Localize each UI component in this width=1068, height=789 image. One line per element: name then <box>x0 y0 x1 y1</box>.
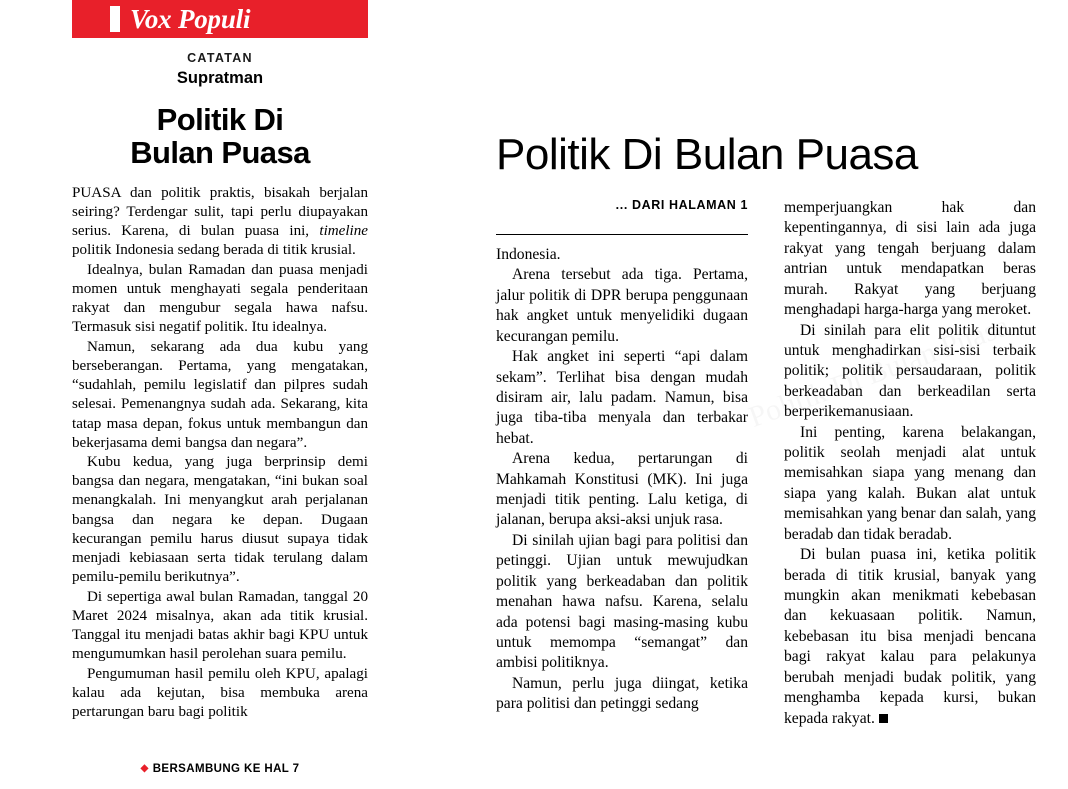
front-headline <box>72 104 368 170</box>
paragraph: memperjuangkan hak dan kepentingannya, di sisi lain ada juga rakyat yang tengah berjuang dalam antrian untuk mendapatkan beras murah. Rakyat yang berjuang menghadapi harga-harga yang meroket. <box>784 199 1036 319</box>
front-article-body <box>72 184 368 723</box>
front-headline-line2: Bulan Puasa <box>130 134 310 170</box>
jump-column-right <box>784 198 1036 729</box>
paragraph: Idealnya, bulan Ramadan dan puasa menjadi momen untuk menghayati segala penderitaan rakyat dan mengubur segala hawa nafsu. Termasuk sisi negatif politik. Itu idealnya. <box>72 261 368 336</box>
masthead-banner <box>72 0 368 38</box>
jump-body-right <box>784 198 1036 729</box>
jump-headline: Politik Di Bulan Puasa <box>496 130 918 179</box>
jump-page <box>496 0 1036 789</box>
end-mark-icon <box>879 714 888 723</box>
paragraph: Arena tersebut ada tiga. Pertama, jalur politik di DPR berupa penggunaan hak angket untuk menyelidiki dugaan kecurangan pemilu. <box>496 266 748 345</box>
diamond-icon: ◆ <box>140 763 149 774</box>
paragraph: PUASA dan politik praktis, bisakah berjalan seiring? Terdengar sulit, tapi perlu diupayakan serius. Karena, di bulan puasa ini, timeline politik Indonesia sedang berada di titik krusial. <box>72 184 368 259</box>
paragraph-final <box>784 545 1036 729</box>
jump-columns <box>496 198 1036 729</box>
paragraph: Pengumuman hasil pemilu oleh KPU, apalagi kalau ada kejutan, bisa membuka arena pertarungan baru bagi politik <box>72 665 368 721</box>
column-rule <box>496 234 748 235</box>
paragraph: Namun, sekarang ada dua kubu yang berseberangan. Pertama, yang mengatakan, “sudahlah, pemilu legislatif dan pilpres sudah selesai. Pemenangnya sudah ada. Sekarang, kita tatap masa depan, fokus untuk membangun dan bekerjasama demi bangsa dan negara”. <box>72 338 368 451</box>
paragraph: Di sepertiga awal bulan Ramadan, tanggal 20 Maret 2024 misalnya, akan ada titik krusial. Tanggal itu menjadi batas akhir bagi KPU untuk mengumumkan hasil perolehan suara pemilu. <box>72 588 368 663</box>
column-kicker: CATATAN <box>187 51 253 65</box>
jump-body-left <box>496 245 748 715</box>
italic-term: timeline <box>319 223 368 240</box>
jump-column-left <box>496 198 748 729</box>
paragraph: Di sinilah ujian bagi para politisi dan petinggi. Ujian untuk mewujudkan politik yang berkeadaban dan politik menahan hawa nafsu. Karena, selalu ada potensi bagi masing-masing kubu untuk memompa “semangat” dan ambisi politiknya. <box>496 531 748 672</box>
paragraph: Kubu kedua, yang juga berprinsip demi bangsa dan negara, mengatakan, “ini bukan soal menangkalah. Ini menyangkut arah perjalanan bangsa dan negara ke depan. Dugaan kecurangan pemilu harus diusut supaya tidak menjadi kebiasaan serta tidak terulang dalam pemilu-pemilu berikutnya”. <box>72 454 368 586</box>
front-headline-line1: Politik Di <box>156 102 284 137</box>
masthead-title: Vox Populi <box>130 3 251 34</box>
paragraph: Di sinilah para elit politik dituntut untuk menghadirkan sisi-sisi terbaik politik; politik persaudaraan, politik berkeadaban dan berkeadilan serta berperikemanusiaan. <box>784 321 1036 421</box>
column-author: Supratman <box>176 69 264 87</box>
masthead-accent-bar <box>110 6 120 32</box>
paragraph: Namun, perlu juga diingat, ketika para politisi dan petinggi sedang <box>496 674 748 713</box>
continued-notice <box>72 763 368 775</box>
paragraph-text: Di bulan puasa ini, ketika politik berada di titik krusial, banyak yang mungkin akan menikmati kebebasan dan kekuasaan politik. Namun, kebebasan itu bisa menjadi bencana bagi rakyat kalau para pelakunya berubah menjadi budak politik, yang menghamba kepada kursi, bukan kepada rakyat. <box>784 546 1036 727</box>
paragraph: Hak angket ini seperti “api dalam sekam”. Terlihat bisa dengan mudah disiram air, lalu padam. Namun, bisa juga tiba-tiba menyala dan terbakar hebat. <box>496 348 748 447</box>
paragraph: Ini penting, karena belakangan, politik seolah menjadi alat untuk memisahkan siapa yang menang dan siapa yang kalah. Bukan alat untuk memisahkan yang benar dan salah, yang beradab dan tidak beradab. <box>784 423 1037 543</box>
paragraph: Indonesia. <box>496 246 561 263</box>
paragraph: Arena kedua, pertarungan di Mahkamah Konstitusi (MK). Ini juga menjadi titik penting. Lalu ketiga, di jalanan, berupa aksi-aksi unjuk rasa. <box>496 450 748 529</box>
from-page-label: ... DARI HALAMAN 1 <box>615 198 748 212</box>
continued-label: BERSAMBUNG KE HAL 7 <box>152 763 300 775</box>
front-page-column <box>72 0 368 789</box>
